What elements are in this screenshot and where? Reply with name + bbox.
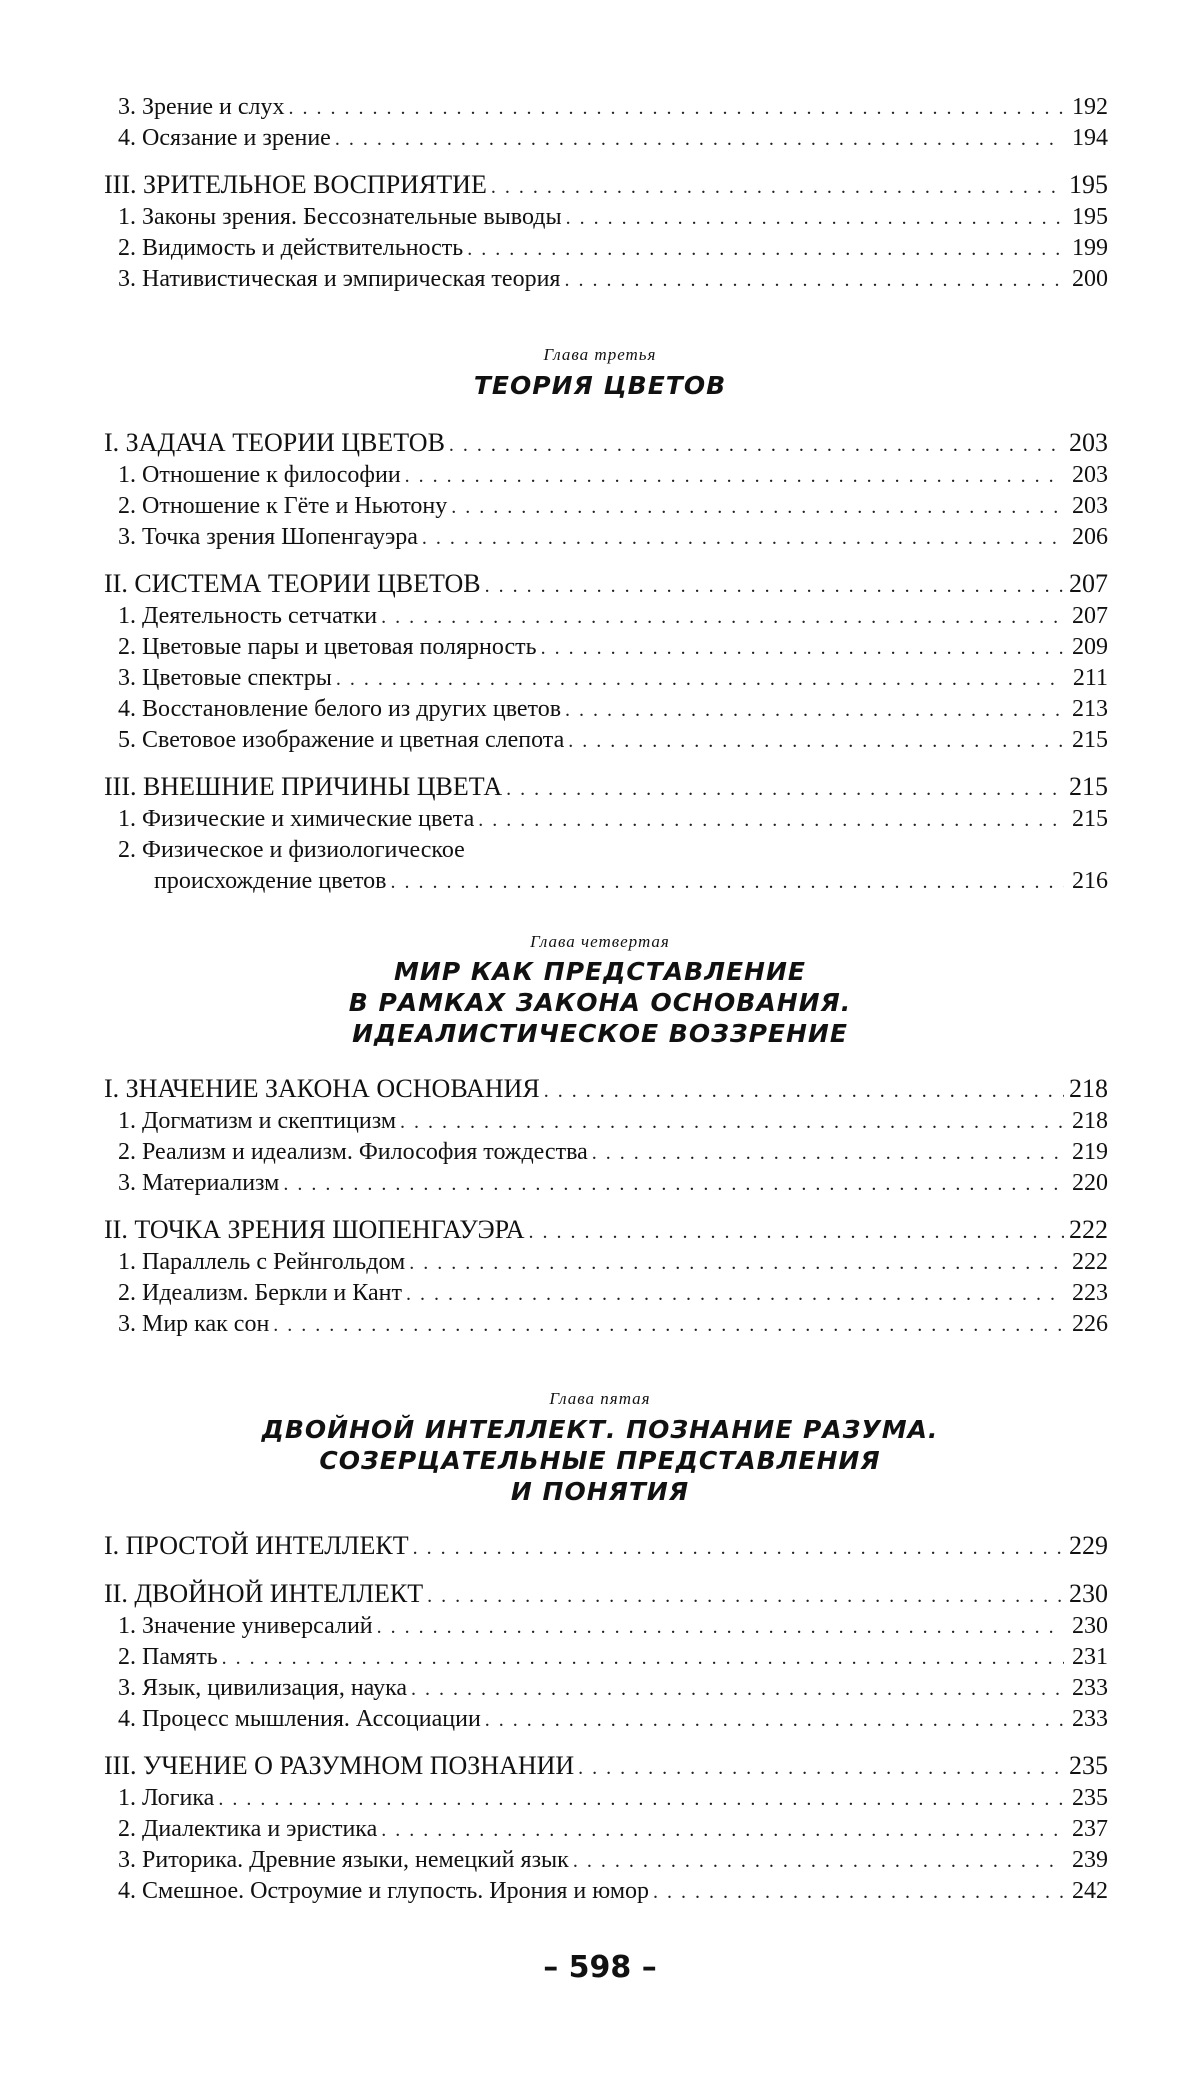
toc-subsection-entry[interactable] (104, 663, 1108, 694)
toc-subsection-entry[interactable] (104, 233, 1108, 264)
toc-block-chapter-5 (104, 1529, 1108, 1907)
dot-leader (485, 1705, 1064, 1736)
dot-leader (467, 234, 1064, 265)
toc-subsection-entry[interactable] (104, 1876, 1108, 1907)
dot-leader (406, 1279, 1064, 1310)
toc-page-number: 213 (1072, 696, 1108, 722)
toc-entry-title: 3. Материализм (118, 1170, 280, 1196)
dot-leader (449, 428, 1064, 462)
toc-subsection-entry[interactable] (104, 601, 1108, 632)
dot-leader (381, 1815, 1064, 1846)
dot-leader (400, 1107, 1064, 1138)
toc-subsection-entry[interactable] (104, 1106, 1108, 1137)
dot-leader (377, 1612, 1064, 1643)
toc-entry-title: 4. Осязание и зрение (118, 125, 331, 151)
dot-leader (541, 633, 1064, 664)
toc-entry-title: 5. Световое изображение и цветная слепота (118, 727, 565, 753)
toc-entry-title: 3. Цветовые спектры (118, 665, 332, 691)
toc-page-number: 200 (1072, 266, 1108, 292)
dot-leader (529, 1215, 1064, 1249)
chapter-title-line: ИДЕАЛИСТИЧЕСКОЕ ВОЗЗРЕНИЕ (352, 1019, 848, 1048)
toc-section-entry[interactable] (104, 1529, 1108, 1563)
toc-subsection-entry[interactable] (104, 1704, 1108, 1735)
toc-page-number: 207 (1072, 603, 1108, 629)
toc-page-number: 220 (1072, 1170, 1108, 1196)
toc-entry-title: происхождение цветов (154, 868, 387, 894)
toc-entry-title: 3. Нативистическая и эмпирическая теория (118, 266, 561, 292)
toc-page-number: 207 (1069, 569, 1108, 598)
toc-subsection-entry[interactable] (104, 491, 1108, 522)
toc-subsection-entry[interactable] (104, 1783, 1108, 1814)
toc-entry-title: 4. Восстановление белого из других цветов (118, 696, 562, 722)
toc-section-entry[interactable] (104, 1213, 1108, 1247)
chapter-5-label: Глава пятая (549, 1389, 651, 1408)
toc-page-number: 216 (1072, 868, 1108, 894)
toc-entry-title: 3. Риторика. Древние языки, немецкий язык (118, 1847, 569, 1873)
toc-entry-title: II. ДВОЙНОЙ ИНТЕЛЛЕКТ (104, 1579, 424, 1608)
section-gap (104, 553, 1108, 567)
dot-leader (578, 1751, 1064, 1785)
dot-leader (289, 93, 1065, 124)
toc-subsection-entry[interactable] (104, 1673, 1108, 1704)
toc-entry-title: I. ЗАДАЧА ТЕОРИИ ЦВЕТОВ (104, 428, 445, 457)
toc-subsection-entry[interactable] (104, 1642, 1108, 1673)
toc-entry-title: 2. Память (118, 1644, 218, 1670)
toc-page-number: 219 (1072, 1139, 1108, 1165)
dot-leader (336, 664, 1064, 695)
chapter-3-title (0, 370, 1200, 401)
toc-block-chapter-3 (104, 426, 1108, 897)
toc-page-number: 231 (1072, 1644, 1108, 1670)
section-gap (104, 1735, 1108, 1749)
toc-page-number: 239 (1072, 1847, 1108, 1873)
toc-subsection-entry[interactable] (104, 1845, 1108, 1876)
toc-subsection-entry[interactable] (104, 460, 1108, 491)
chapter-title-line: МИР КАК ПРЕДСТАВЛЕНИЕ (394, 957, 806, 986)
toc-section-entry[interactable] (104, 770, 1108, 804)
toc-page-number: 235 (1069, 1751, 1108, 1780)
section-gap (104, 154, 1108, 168)
toc-page-number: 192 (1072, 94, 1108, 120)
toc-subsection-entry[interactable] (104, 1814, 1108, 1845)
dot-leader (391, 867, 1065, 898)
toc-page-number: 194 (1072, 125, 1108, 151)
toc-subsection-entry[interactable] (104, 632, 1108, 663)
toc-entry-title: 4. Смешное. Остроумие и глупость. Ирония и юмор (118, 1878, 650, 1904)
dot-leader (506, 772, 1064, 806)
dot-leader (592, 1138, 1064, 1169)
toc-page-number: 233 (1072, 1675, 1108, 1701)
toc-entry-title: 2. Видимость и действительность (118, 235, 464, 261)
dot-leader (564, 265, 1064, 296)
toc-entry-title: 3. Точка зрения Шопенгауэра (118, 524, 418, 550)
section-gap (104, 756, 1108, 770)
toc-section-entry[interactable] (104, 426, 1108, 460)
toc-block-chapter-2-end (104, 92, 1108, 295)
toc-subsection-entry[interactable] (104, 202, 1108, 233)
toc-entry-title: 2. Диалектика и эристика (118, 1816, 378, 1842)
toc-subsection-entry[interactable] (104, 264, 1108, 295)
toc-page-number: 237 (1072, 1816, 1108, 1842)
dot-leader (283, 1169, 1064, 1200)
toc-subsection-entry[interactable] (104, 1137, 1108, 1168)
chapter-4-label: Глава четвертая (530, 932, 670, 951)
toc-subsection-entry[interactable] (104, 522, 1108, 553)
chapter-title-line: И ПОНЯТИЯ (510, 1477, 690, 1506)
toc-entry-title: 3. Язык, цивилизация, наука (118, 1675, 408, 1701)
toc-page-number: 218 (1069, 1074, 1108, 1103)
toc-section-entry[interactable] (104, 1072, 1108, 1106)
toc-subsection-entry[interactable] (104, 835, 1108, 866)
chapter-title-line: ТЕОРИЯ ЦВЕТОВ (473, 371, 727, 400)
dot-leader (381, 602, 1064, 633)
toc-entry-title: III. ЗРИТЕЛЬНОЕ ВОСПРИЯТИЕ (104, 170, 487, 199)
toc-page-number: 195 (1072, 204, 1108, 230)
dot-leader (653, 1877, 1064, 1908)
toc-page-number: 230 (1069, 1579, 1108, 1608)
dot-leader (566, 203, 1064, 234)
section-gap (104, 1199, 1108, 1213)
toc-subsection-entry[interactable] (104, 866, 1108, 897)
toc-page-number: 206 (1072, 524, 1108, 550)
dot-leader (413, 1531, 1064, 1565)
toc-section-entry[interactable] (104, 1577, 1108, 1611)
toc-entry-title: 3. Зрение и слух (118, 94, 285, 120)
chapter-title-line: СОЗЕРЦАТЕЛЬНЫЕ ПРЕДСТАВЛЕНИЯ (319, 1446, 881, 1475)
toc-page-number: 223 (1072, 1280, 1108, 1306)
toc-subsection-entry[interactable] (104, 1168, 1108, 1199)
dot-leader (218, 1784, 1064, 1815)
toc-page-number: 195 (1069, 170, 1108, 199)
toc-subsection-entry[interactable] (104, 1309, 1108, 1340)
toc-entry-title: 1. Законы зрения. Бессознательные выводы (118, 204, 562, 230)
toc-entry-title: II. ТОЧКА ЗРЕНИЯ ШОПЕНГАУЭРА (104, 1215, 525, 1244)
toc-entry-title: 1. Значение универсалий (118, 1613, 373, 1639)
dot-leader (544, 1074, 1064, 1108)
toc-page-number: 203 (1072, 493, 1108, 519)
dot-leader (478, 805, 1064, 836)
dot-leader (485, 569, 1064, 603)
dot-leader (335, 124, 1064, 155)
toc-page-number: 222 (1072, 1249, 1108, 1275)
toc-entry-title: 1. Логика (118, 1785, 215, 1811)
toc-subsection-entry[interactable] (104, 92, 1108, 123)
dot-leader (491, 170, 1064, 204)
toc-entry-title: 1. Отношение к философии (118, 462, 401, 488)
toc-page-number: 215 (1072, 806, 1108, 832)
toc-page-number: 209 (1072, 634, 1108, 660)
toc-page-number: 199 (1072, 235, 1108, 261)
dot-leader (409, 1248, 1064, 1279)
toc-entry-title: 1. Физические и химические цвета (118, 806, 475, 832)
toc-entry-title: I. ЗНАЧЕНИЕ ЗАКОНА ОСНОВАНИЯ (104, 1074, 540, 1103)
toc-entry-title: 4. Процесс мышления. Ассоциации (118, 1706, 481, 1732)
toc-entry-title: 2. Реализм и идеализм. Философия тождества (118, 1139, 588, 1165)
toc-subsection-entry[interactable] (104, 694, 1108, 725)
toc-subsection-entry[interactable] (104, 1278, 1108, 1309)
chapter-title-line: ДВОЙНОЙ ИНТЕЛЛЕКТ. ПОЗНАНИЕ РАЗУМА. (261, 1415, 939, 1444)
dot-leader (422, 523, 1064, 554)
toc-entry-title: III. УЧЕНИЕ О РАЗУМНОМ ПОЗНАНИИ (104, 1751, 575, 1780)
toc-page-number: 215 (1069, 772, 1108, 801)
toc-page-number: 203 (1072, 462, 1108, 488)
dot-leader (568, 726, 1064, 757)
section-gap (104, 1563, 1108, 1577)
toc-entry-title: 2. Идеализм. Беркли и Кант (118, 1280, 402, 1306)
toc-entry-title: 2. Физическое и физиологическое (118, 837, 465, 863)
chapter-3-label: Глава третья (543, 345, 657, 364)
toc-entry-title: 3. Мир как сон (118, 1311, 270, 1337)
toc-entry-title: II. СИСТЕМА ТЕОРИИ ЦВЕТОВ (104, 569, 481, 598)
dot-leader (451, 492, 1064, 523)
dot-leader (405, 461, 1064, 492)
toc-entry-title: III. ВНЕШНИЕ ПРИЧИНЫ ЦВЕТА (104, 772, 503, 801)
toc-section-entry[interactable] (104, 1749, 1108, 1783)
toc-subsection-entry[interactable] (104, 1611, 1108, 1642)
toc-page-number: 218 (1072, 1108, 1108, 1134)
toc-entry-title: 2. Цветовые пары и цветовая полярность (118, 634, 537, 660)
toc-page-number: 226 (1072, 1311, 1108, 1337)
toc-page-number: 235 (1072, 1785, 1108, 1811)
chapter-5-title (0, 1414, 1200, 1507)
dot-leader (411, 1674, 1064, 1705)
toc-subsection-entry[interactable] (104, 123, 1108, 154)
toc-subsection-entry[interactable] (104, 725, 1108, 756)
toc-entry-title: 2. Отношение к Гёте и Ньютону (118, 493, 448, 519)
toc-page-number: 233 (1072, 1706, 1108, 1732)
toc-page-number: 242 (1072, 1878, 1108, 1904)
dot-leader (573, 1846, 1064, 1877)
toc-entry-title: 1. Параллель с Рейнгольдом (118, 1249, 406, 1275)
toc-entry-title: 1. Догматизм и скептицизм (118, 1108, 397, 1134)
toc-section-entry[interactable] (104, 567, 1108, 601)
dot-leader (222, 1643, 1064, 1674)
toc-subsection-entry[interactable] (104, 804, 1108, 835)
toc-block-chapter-4 (104, 1072, 1108, 1340)
toc-entry-title: 1. Деятельность сетчатки (118, 603, 378, 629)
toc-page-number: 215 (1072, 727, 1108, 753)
toc-section-entry[interactable] (104, 168, 1108, 202)
toc-page-number: 230 (1072, 1613, 1108, 1639)
page-number: – 598 – (543, 1950, 657, 1985)
dot-leader (565, 695, 1064, 726)
toc-page-number: 229 (1069, 1531, 1108, 1560)
chapter-title-line: В РАМКАХ ЗАКОНА ОСНОВАНИЯ. (348, 988, 852, 1017)
dot-leader (273, 1310, 1064, 1341)
dot-leader (427, 1579, 1064, 1613)
toc-entry-title: I. ПРОСТОЙ ИНТЕЛЛЕКТ (104, 1531, 409, 1560)
toc-page-number: 211 (1072, 665, 1108, 691)
toc-page-number: 222 (1069, 1215, 1108, 1244)
toc-page-number: 203 (1069, 428, 1108, 457)
chapter-4-title (0, 956, 1200, 1049)
toc-subsection-entry[interactable] (104, 1247, 1108, 1278)
